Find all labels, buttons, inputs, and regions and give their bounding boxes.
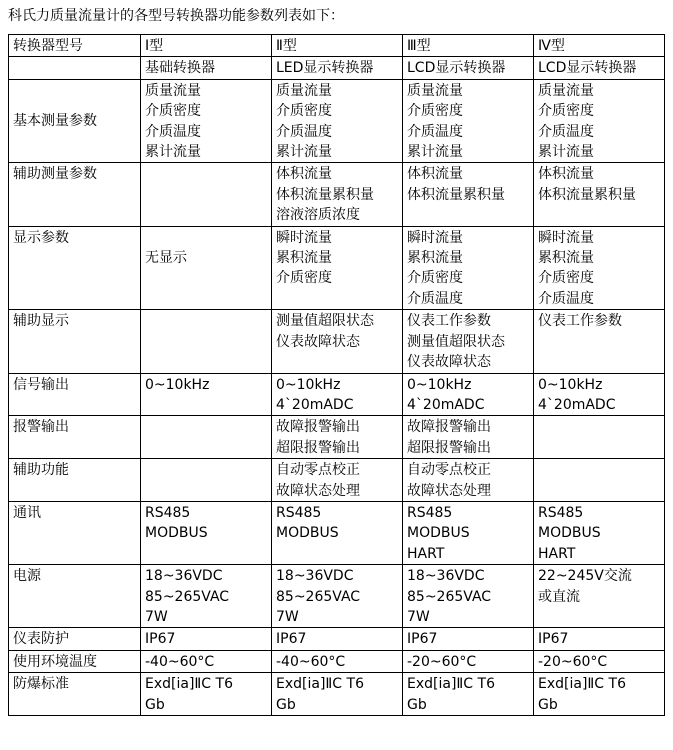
model-2-type: LED显示转换器 (272, 57, 403, 79)
value-line: 介质密度 (145, 103, 201, 120)
model-2-value-cell (272, 459, 403, 502)
value-line: 故障报警输出 (276, 419, 360, 436)
value-line: IP67 (145, 631, 176, 648)
param-row (9, 673, 665, 716)
param-label: 通讯 (9, 501, 141, 564)
value-line: 18~36VDC (276, 568, 354, 585)
param-row (9, 650, 665, 672)
value-line: 介质密度 (276, 270, 332, 287)
value-line: 瞬时流量 (538, 229, 594, 246)
value-line: 故障状态处理 (276, 482, 360, 499)
param-label: 报警输出 (9, 416, 141, 459)
value-line: 22~245V交流 (538, 568, 632, 585)
model-1-value-cell (141, 79, 272, 163)
model-1-value-cell (141, 501, 272, 564)
value-line: 或直流 (538, 588, 580, 605)
value-line: Gb (276, 696, 296, 713)
model-3-value-cell (403, 459, 534, 502)
model-4-value-cell (534, 79, 665, 163)
value-line: 累积流量 (538, 250, 594, 267)
model-3-header: Ⅲ型 (403, 35, 534, 57)
model-2-value-cell (272, 310, 403, 373)
value-line: Exd[ia]ⅡC T6 (145, 676, 233, 693)
value-line: 故障报警输出 (407, 419, 491, 436)
param-label: 基本测量参数 (9, 79, 141, 163)
model-2-value-cell (272, 565, 403, 628)
value-line: IP67 (538, 631, 569, 648)
value-line: 介质温度 (407, 290, 463, 307)
param-label: 电源 (9, 565, 141, 628)
header-row (9, 35, 665, 57)
value-line: 0~10kHz (538, 376, 603, 393)
value-line: 瞬时流量 (276, 229, 332, 246)
value-line: 7W (276, 608, 299, 625)
value-line: RS485 (407, 504, 453, 521)
model-3-value-cell (403, 373, 534, 416)
model-4-header: Ⅳ型 (534, 35, 665, 57)
model-1-value-cell (141, 416, 272, 459)
value-line: 累积流量 (276, 250, 332, 267)
value-line: 85~265VAC (276, 588, 361, 605)
value-line: HART (407, 545, 445, 562)
model-4-value-cell (534, 310, 665, 373)
model-3-value-cell (403, 416, 534, 459)
value-line: -20~60°C (538, 653, 608, 670)
model-3-value-cell (403, 628, 534, 650)
spec-table-body (9, 35, 665, 716)
model-4-value-cell (534, 501, 665, 564)
value-line: 7W (145, 608, 168, 625)
value-line: 介质温度 (145, 123, 201, 140)
value-line: 介质密度 (407, 103, 463, 120)
param-row (9, 310, 665, 373)
value-line: RS485 (145, 504, 191, 521)
model-2-value-cell (272, 79, 403, 163)
value-line: 瞬时流量 (407, 229, 463, 246)
model-1-value-cell (141, 650, 272, 672)
model-2-value-cell (272, 501, 403, 564)
value-line: MODBUS (145, 525, 208, 542)
value-line: 介质温度 (407, 123, 463, 140)
value-line: -20~60°C (407, 653, 477, 670)
value-line: 累计流量 (276, 144, 332, 161)
value-line: 85~265VAC (407, 588, 492, 605)
value-line: Gb (145, 696, 165, 713)
model-1-value-cell (141, 459, 272, 502)
model-4-value-cell (534, 226, 665, 310)
value-line: 无显示 (145, 250, 187, 267)
model-4-value-cell (534, 673, 665, 716)
value-line: RS485 (538, 504, 584, 521)
model-1-value-cell (141, 673, 272, 716)
value-line: Exd[ia]ⅡC T6 (407, 676, 495, 693)
value-line: 介质温度 (538, 290, 594, 307)
param-row (9, 163, 665, 226)
value-line: 溶液溶质浓度 (276, 207, 360, 224)
value-line: 测量值超限状态 (407, 333, 505, 350)
value-line: 累积流量 (407, 250, 463, 267)
model-2-value-cell (272, 628, 403, 650)
model-4-value-cell (534, 650, 665, 672)
model-1-value-cell (141, 226, 272, 310)
param-row (9, 79, 665, 163)
model-3-value-cell (403, 79, 534, 163)
value-line: HART (538, 545, 576, 562)
model-4-type: LCD显示转换器 (534, 57, 665, 79)
param-row (9, 501, 665, 564)
value-line: 18~36VDC (407, 568, 485, 585)
model-3-value-cell (403, 565, 534, 628)
value-line: 累计流量 (407, 144, 463, 161)
value-line: RS485 (276, 504, 322, 521)
value-line: 4`20mADC (538, 396, 616, 413)
value-line: 累计流量 (145, 144, 201, 161)
model-3-value-cell (403, 226, 534, 310)
value-line: IP67 (407, 631, 438, 648)
value-line: 自动零点校正 (407, 462, 491, 479)
subheader-blank (9, 57, 141, 79)
value-line: -40~60°C (145, 653, 215, 670)
value-line: 质量流量 (407, 82, 463, 99)
model-2-value-cell (272, 673, 403, 716)
value-line: Gb (407, 696, 427, 713)
value-line: 自动零点校正 (276, 462, 360, 479)
model-4-value-cell (534, 459, 665, 502)
value-line: 0~10kHz (145, 376, 210, 393)
value-line: Exd[ia]ⅡC T6 (538, 676, 626, 693)
param-label: 辅助显示 (9, 310, 141, 373)
value-line: MODBUS (407, 525, 470, 542)
model-2-value-cell (272, 163, 403, 226)
model-4-value-cell (534, 565, 665, 628)
value-line: MODBUS (538, 525, 601, 542)
value-line: 仪表工作参数 (407, 313, 491, 330)
model-3-value-cell (403, 310, 534, 373)
subheader-row (9, 57, 665, 79)
value-line: 仪表工作参数 (538, 313, 622, 330)
model-3-value-cell (403, 501, 534, 564)
value-line: 4`20mADC (407, 396, 485, 413)
header-label: 转换器型号 (9, 35, 141, 57)
value-line: 测量值超限状态 (276, 313, 374, 330)
value-line: 质量流量 (538, 82, 594, 99)
converter-spec-table (8, 34, 665, 716)
value-line: 介质温度 (538, 123, 594, 140)
param-label: 辅助测量参数 (9, 163, 141, 226)
param-row (9, 565, 665, 628)
param-row (9, 416, 665, 459)
value-line: 0~10kHz (276, 376, 341, 393)
value-line: 18~36VDC (145, 568, 223, 585)
value-line: 超限报警输出 (276, 439, 360, 456)
model-1-value-cell (141, 310, 272, 373)
param-label: 信号输出 (9, 373, 141, 416)
value-line (145, 228, 267, 248)
model-2-value-cell (272, 650, 403, 672)
value-line: 质量流量 (276, 82, 332, 99)
value-line: -40~60°C (276, 653, 346, 670)
value-line: 85~265VAC (145, 588, 230, 605)
param-label: 辅助功能 (9, 459, 141, 502)
value-line: 介质密度 (538, 270, 594, 287)
param-row (9, 226, 665, 310)
model-3-type: LCD显示转换器 (403, 57, 534, 79)
model-1-value-cell (141, 163, 272, 226)
model-3-value-cell (403, 650, 534, 672)
model-4-value-cell (534, 373, 665, 416)
param-label: 防爆标准 (9, 673, 141, 716)
value-line: 体积流量累积量 (407, 186, 505, 203)
value-line: 体积流量累积量 (538, 186, 636, 203)
value-line: Exd[ia]ⅡC T6 (276, 676, 364, 693)
model-1-type: 基础转换器 (141, 57, 272, 79)
value-line: Gb (538, 696, 558, 713)
value-line: 体积流量累积量 (276, 186, 374, 203)
value-line: 故障状态处理 (407, 482, 491, 499)
value-line: 介质温度 (276, 123, 332, 140)
model-1-value-cell (141, 373, 272, 416)
value-line: 累计流量 (538, 144, 594, 161)
param-label: 显示参数 (9, 226, 141, 310)
model-1-header: Ⅰ型 (141, 35, 272, 57)
param-label: 使用环境温度 (9, 650, 141, 672)
param-row (9, 459, 665, 502)
model-1-value-cell (141, 628, 272, 650)
value-line: MODBUS (276, 525, 339, 542)
value-line: 仪表故障状态 (407, 354, 491, 371)
value-line: 介质密度 (276, 103, 332, 120)
model-2-value-cell (272, 373, 403, 416)
model-2-value-cell (272, 416, 403, 459)
model-3-value-cell (403, 163, 534, 226)
param-label: 仪表防护 (9, 628, 141, 650)
value-line: 0~10kHz (407, 376, 472, 393)
value-line: 超限报警输出 (407, 439, 491, 456)
param-row (9, 373, 665, 416)
value-line: 体积流量 (407, 166, 463, 183)
model-4-value-cell (534, 628, 665, 650)
value-line: 介质密度 (538, 103, 594, 120)
model-4-value-cell (534, 163, 665, 226)
value-line: IP67 (276, 631, 307, 648)
value-line: 仪表故障状态 (276, 333, 360, 350)
value-line: 质量流量 (145, 82, 201, 99)
intro-text: 科氏力质量流量计的各型号转换器功能参数列表如下： (8, 8, 344, 24)
model-2-value-cell (272, 226, 403, 310)
value-line: 4`20mADC (276, 396, 354, 413)
param-row (9, 628, 665, 650)
model-1-value-cell (141, 565, 272, 628)
model-2-header: Ⅱ型 (272, 35, 403, 57)
value-line: 体积流量 (538, 166, 594, 183)
value-line: 7W (407, 608, 430, 625)
value-line: 介质密度 (407, 270, 463, 287)
model-3-value-cell (403, 673, 534, 716)
value-line: 体积流量 (276, 166, 332, 183)
model-4-value-cell (534, 416, 665, 459)
